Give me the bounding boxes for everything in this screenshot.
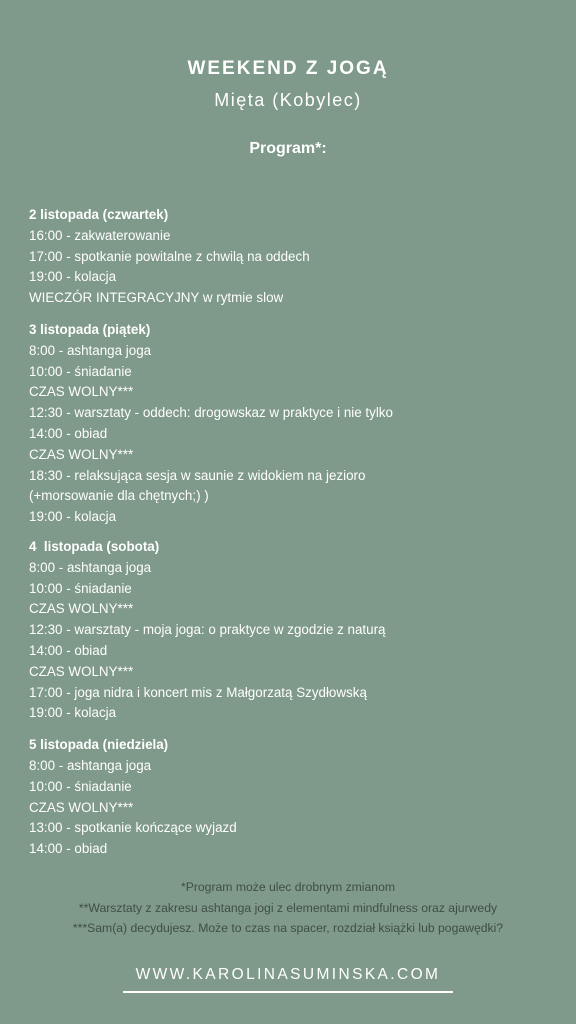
day-title: 2 listopada (czwartek): [29, 207, 169, 222]
schedule-entry: 8:00 - ashtanga joga: [29, 342, 152, 358]
schedule-entry: 19:00 - kolacja: [29, 269, 117, 285]
schedule-entry: 14:00 - obiad: [29, 425, 108, 441]
schedule: [29, 205, 559, 871]
schedule-entry: 14:00 - obiad: [29, 642, 108, 658]
footnote: **Warsztaty z zakresu ashtanga jogi z elementami mindfulness oraz ajurwedy: [78, 900, 498, 915]
page-title: WEEKEND Z JOGĄ: [187, 58, 389, 79]
schedule-entry: CZAS WOLNY***: [29, 446, 134, 462]
schedule-entry: 12:30 - warsztaty - moja joga: o praktyce w zgodzie z naturą: [29, 622, 386, 638]
schedule-entry: 8:00 - ashtanga joga: [29, 757, 152, 773]
day-section: [29, 320, 559, 528]
day-section: [29, 735, 559, 860]
schedule-entry: 17:00 - joga nidra i koncert mis z Małgorzatą Szydłowską: [29, 684, 367, 700]
schedule-entry: CZAS WOLNY***: [29, 799, 134, 815]
schedule-entry: 19:00 - kolacja: [29, 705, 117, 721]
schedule-entry: 13:00 - spotkanie kończące wyjazd: [29, 820, 237, 836]
schedule-entry: (+morsowanie dla chętnych;) ): [29, 488, 209, 504]
schedule-entry: 18:30 - relaksująca sesja w saunie z widokiem na jezioro: [29, 467, 366, 483]
schedule-entry: 10:00 - śniadanie: [29, 778, 132, 794]
schedule-entry: 19:00 - kolacja: [29, 509, 117, 525]
footnote: ***Sam(a) decydujesz. Może to czas na spacer, rozdział książki lub pogawędki?: [72, 921, 504, 935]
schedule-entry: CZAS WOLNY***: [29, 601, 134, 617]
day-title: 5 listopada (niedziela): [29, 737, 169, 753]
program-heading: Program*:: [249, 140, 327, 157]
schedule-entry: WIECZÓR INTEGRACYJNY w rytmie slow: [29, 290, 284, 306]
day-title: 4 listopada (sobota): [29, 538, 160, 554]
footnotes: [0, 877, 576, 939]
schedule-entry: 12:30 - warsztaty - oddech: drogowskaz w praktyce i nie tylko: [29, 405, 393, 421]
schedule-entry: 17:00 - spotkanie powitalne z chwilą na oddech: [29, 248, 310, 264]
schedule-entry: 8:00 - ashtanga joga: [29, 559, 152, 575]
website-link[interactable]: WWW.KAROLINASUMINSKA.COM: [135, 966, 441, 983]
day-section: [29, 205, 559, 309]
website-underline: [123, 991, 453, 993]
schedule-entry: CZAS WOLNY***: [29, 384, 134, 400]
schedule-entry: 16:00 - zakwaterowanie: [29, 227, 171, 243]
schedule-entry: 14:00 - obiad: [29, 841, 108, 857]
day-title: 3 listopada (piątek): [29, 321, 151, 337]
schedule-entry: 10:00 - śniadanie: [29, 363, 132, 379]
schedule-entry: 10:00 - śniadanie: [29, 580, 132, 596]
page-subtitle: Mięta (Kobylec): [214, 90, 362, 110]
footnote: *Program może ulec drobnym zmianom: [180, 880, 396, 894]
day-section: [29, 537, 559, 724]
schedule-entry: CZAS WOLNY***: [29, 663, 134, 679]
